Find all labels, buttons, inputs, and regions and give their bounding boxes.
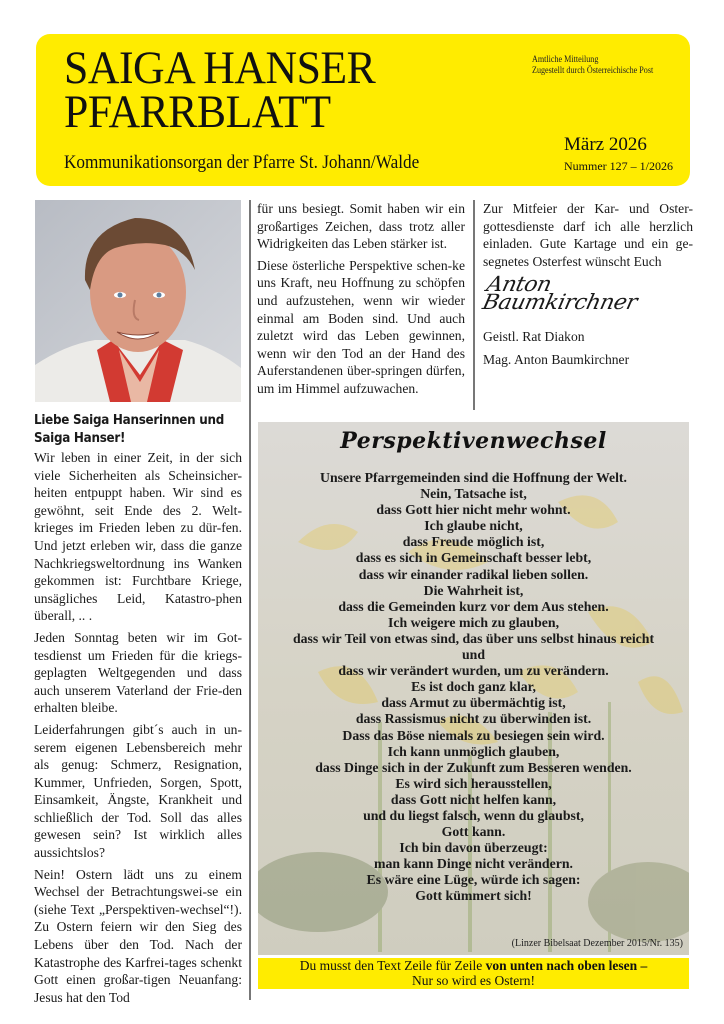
poem-line: Es wäre eine Lüge, würde ich sagen:	[366, 872, 581, 888]
column-divider-2	[473, 200, 475, 410]
greeting-line-2: Saiga Hanser!	[34, 430, 126, 446]
issue-number: Nummer 127 – 1/2026	[564, 159, 673, 173]
letter-paragraph: Leiderfahrungen gibt´s auch in un-serem eigenen Lebensbereich mehr als genug: Schmerz, Resignation, Kummer, Unfrieden, Sorgen, Spott, Einsamkeit, Ängste, Krankheit und schließlich der Tod. Soll das alles gewesen sein? Ist wirklich alles aussichtslos?	[34, 721, 242, 861]
poem-line: Gott kann.	[441, 824, 506, 840]
letter-column-3	[480, 200, 693, 375]
poem-line: Dass das Böse niemals zu besiegen sein wird.	[342, 727, 605, 743]
banner-text-plain: Du musst den Text Zeile für Zeile	[299, 958, 486, 973]
poem-line: Unsere Pfarrgemeinden sind die Hoffnung der Welt.	[320, 470, 627, 485]
masthead	[36, 34, 690, 186]
poem-line: dass Dinge sich in der Zukunft zum Besseren wenden.	[315, 759, 632, 775]
title-line-1: SAIGA HANSER	[64, 42, 376, 94]
greeting-line-1: Liebe Saiga Hanserinnen und	[34, 413, 225, 428]
poem-line: Ich glaube nicht,	[424, 518, 523, 534]
issue-date: März 2026	[564, 134, 647, 155]
title-line-2: PFARRBLATT	[64, 86, 331, 138]
letter-paragraph: Wir leben in einer Zeit, in der sich viele Sicherheiten als Scheinsicher-heiten entpuppt haben. Wir sind es gewöhnt, seit Ende des 2. Welt-krieges im Frieden leben zu dür-fen. Und jetzt erleben wir, dass die ganze Nachkriegsweltordnung ins Wanken gekommen ist: Furchtbare Kriege, unsägliches Leid, Katastro-phen überall, .. .	[34, 450, 242, 624]
poem-line: dass Rassismus nicht zu überwinden ist.	[355, 711, 592, 727]
letter-column-2	[257, 200, 465, 402]
closing-paragraph: Zur Mitfeier der Kar- und Oster-gottesdienste darf ich alle herzlich einladen. Gute Kartage und ein ge-segnetes Osterfest wünscht Euch	[483, 201, 693, 269]
notice-line-1: Amtliche Mitteilung	[532, 54, 599, 64]
portrait-photo	[35, 200, 241, 402]
letter-paragraph: für uns besiegt. Somit haben wir ein großartiges Zeichen, dass trotz aller Widrigkeiten das Leben stärker ist.	[257, 201, 465, 252]
signer-title: Geistl. Rat Diakon	[483, 328, 585, 344]
poem-text	[258, 470, 689, 905]
poem-source: (Linzer Bibelsaat Dezember 2015/Nr. 135)	[511, 938, 683, 949]
postal-notice	[532, 54, 653, 76]
poem-line: Ich bin davon überzeugt:	[399, 840, 548, 856]
banner-line-1	[258, 959, 689, 974]
poem-line: Ich kann unmöglich glauben,	[387, 743, 560, 759]
letter-paragraph: Jeden Sonntag beten wir im Got-tesdienst um Frieden für die kriegs-geplagten Weltgegenden und dass auch unserem Vaterland der Frie-den erhalten bleibe.	[34, 629, 242, 716]
notice-line-2: Zugestellt durch Österreichische Post	[532, 65, 654, 75]
letter-column-1	[34, 412, 242, 1010]
poem-line: dass es sich in Gemeinschaft besser lebt,	[355, 550, 592, 566]
poem-line: Es wird sich herausstellen,	[395, 775, 552, 791]
poem-line: Es ist doch ganz klar,	[411, 679, 536, 695]
poem-line: dass die Gemeinden kurz vor dem Aus stehen.	[338, 598, 609, 614]
poem-line: dass wir Teil von etwas sind, das über uns selbst hinaus reicht	[292, 630, 655, 646]
poem-line: Die Wahrheit ist,	[423, 582, 524, 598]
poem-line: dass Freude möglich ist,	[402, 534, 545, 550]
subtitle: Kommunikationsorgan der Pfarre St. Johann/Walde	[64, 153, 420, 173]
poem-line: und du liegst falsch, wenn du glaubst,	[363, 807, 584, 823]
poem-line: Ich weigere mich zu glauben,	[387, 614, 560, 630]
column-divider-1	[249, 200, 251, 1000]
banner-line-2: Nur so wird es Ostern!	[412, 972, 535, 988]
poem-title: Perspektivenwechsel	[340, 428, 607, 454]
poem-line: dass Gott nicht helfen kann,	[390, 791, 557, 807]
poem-line: man kann Dinge nicht verändern.	[374, 856, 573, 872]
letter-greeting	[34, 412, 246, 447]
banner-text-bold: von unten nach oben lesen –	[485, 958, 648, 973]
poem-line: Gott kümmert sich!	[415, 888, 532, 904]
reading-instruction-banner	[258, 958, 689, 989]
poem-line: dass wir einander radikal lieben sollen.	[358, 566, 589, 582]
poem-line: dass Armut zu übermächtig ist,	[381, 695, 566, 711]
letter-paragraph: Nein! Ostern lädt uns zu einem Wechsel der Betrachtungswei-se ein (siehe Text „Perspektiven-wechsel“!). Zu Ostern feiern wir den Sieg des Lebens über den Tod. Nach der Katastrophe des Karfrei-tages schenkt Gott einen großar-tigen Neuanfang: Jesus hat den Tod	[34, 866, 242, 1005]
poem-line: dass Gott hier nicht mehr wohnt.	[376, 502, 571, 518]
handwritten-signature: Anton Baumkirchner	[480, 272, 640, 314]
poem-box	[258, 422, 689, 955]
portrait-image	[35, 200, 241, 402]
poem-line: und	[461, 647, 486, 663]
newsletter-title	[64, 42, 376, 138]
letter-paragraph: Diese österliche Perspektive schen-ke uns Kraft, neu Hoffnung zu schöpfen und aufzustehen, wenn wir wieder einmal am Boden sind. Und auch zuletzt wird das Leben gewinnen, wenn wir den Tod an der Hand des Auferstandenen über-springen dürfen, um im Himmel aufzuwachen.	[257, 257, 465, 396]
poem-line: Nein, Tatsache ist,	[420, 486, 527, 502]
signer-name: Mag. Anton Baumkirchner	[483, 352, 630, 368]
poem-line: dass wir verändert wurden, um zu verändern.	[338, 663, 609, 679]
